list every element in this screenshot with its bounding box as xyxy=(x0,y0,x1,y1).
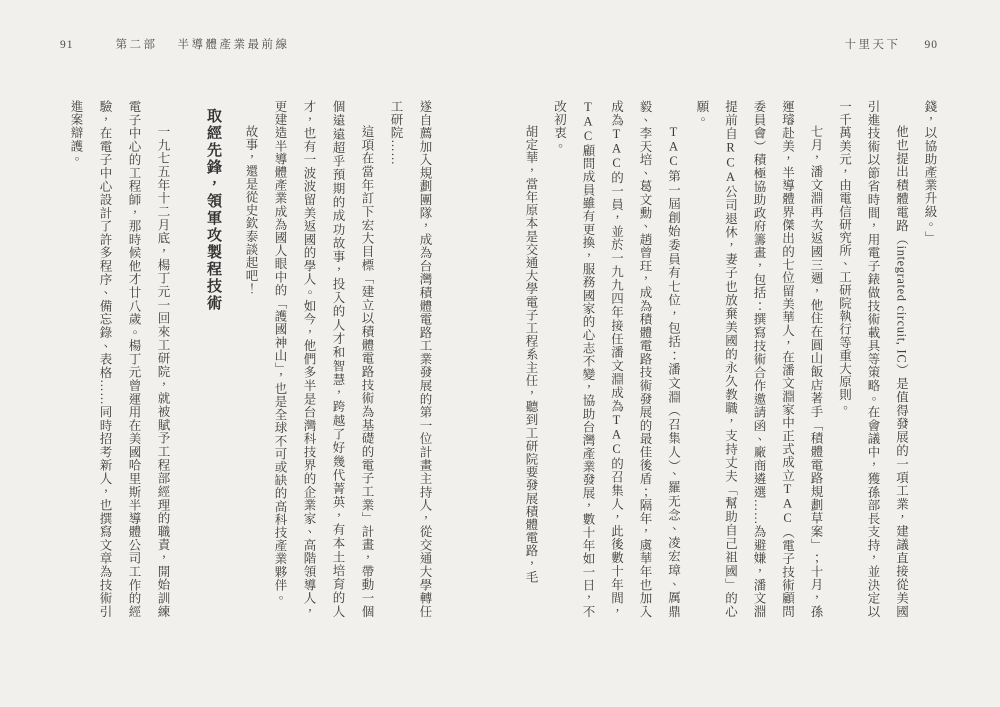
paragraph: 一九七五年十二月底，楊丁元一回來工研院，就被賦予工程部經理的職責，開始訓練電子中心的工程師，那時候他才廿八歲。楊丁元曾運用在美國哈里斯半導體公司工作的經驗，在電子中心設計了許多程序、備忘錄、表格……同時招考新人，也撰寫文章為技術引進案辯護。 xyxy=(69,100,170,618)
right-page-body xyxy=(517,100,945,618)
left-page-number: 91 xyxy=(60,39,74,51)
paragraph: 胡定華，當年原本是交通大學電子工程系主任，聽到工研院要發展積體電路，毛 xyxy=(524,125,538,584)
left-page-body xyxy=(61,100,439,618)
paragraph: 錢，以協助產業升級。」 xyxy=(923,100,937,245)
acronym-upright: RCA xyxy=(723,140,738,185)
paragraph: 這項在當年訂下宏大目標「建立以積體電路技術為基礎的電子工業」計畫，帶動一個個遠遠超乎預期的成功故事，投入的人才和智慧，跨越了好幾代菁英，有本土培育的人才，也有一波波留美返國的學人。如今，他們多半是台灣科技界的企業家、高階領導人，更建造半導體產業成為國人眼中的「護國神山」，也是全球不可或缺的高科技產業夥伴。 xyxy=(273,100,374,618)
paragraph: TAC第一屆創始委員有七位，包括：潘文淵（召集人）、羅无念、凌宏璋、厲鼎毅、李天培、葛文勳、趙曾玨，成為積體電路技術發展的最佳後盾；隔年，虞華年也加入成為TAC的一員，並於一九九四年接任潘文淵成為TAC的召集人，此後數十年間，TAC顧問成員雖有更換，服務國家的心志不變，協助台灣產業發展，數十年如一日，不改初衷。 xyxy=(552,100,681,619)
book-title: 十里天下 xyxy=(844,39,901,51)
paragraph: 遂自薦加入規劃團隊，成為台灣積體電路工業發展的第一位計畫主持人，從交通大學轉任工研院…… xyxy=(389,100,432,618)
section-heading: 取經先鋒，領軍攻製程技術 xyxy=(205,108,221,312)
paragraph: 七月，潘文淵再次返國三週，他住在圓山飯店著手「積體電路規劃草案」；十月，孫運璿赴美，半導體界傑出的七位留美華人，在潘文淵家中正式成立TAC（電子技術顧問委員會）積極協助政府籌畫，包括：撰寫技術合作邀請函、廠商遴選……為避嫌，潘文淵提前自RCA公司退休，妻子也放棄美國的永久教職，支持丈夫「幫助自己祖國」的心願。 xyxy=(695,100,823,618)
right-page-number: 90 xyxy=(924,39,938,51)
acronym-upright: TAC xyxy=(609,412,624,457)
right-running-head xyxy=(845,36,939,52)
part-label: 第二部 xyxy=(115,39,158,51)
acronym-upright: TAC xyxy=(780,481,795,526)
acronym-upright: TAC xyxy=(666,125,681,169)
section-title: 半導體產業最前線 xyxy=(177,39,290,51)
left-running-head xyxy=(60,36,290,52)
paragraph: 故事，還是從史欽泰談起吧！ xyxy=(244,125,258,296)
acronym-upright: TAC xyxy=(609,126,624,171)
paragraph: 他也提出積體電路（integrated circuit, IC）是值得發展的一項工業，建議直接從美國引進技術以節省時間，用電子錶做技術載具等策略。在會議中，獲孫部長支持，並決定以一千萬美元，由電信研究所、工研院執行等重大原則。 xyxy=(837,100,909,618)
acronym-upright: TAC xyxy=(581,100,595,144)
